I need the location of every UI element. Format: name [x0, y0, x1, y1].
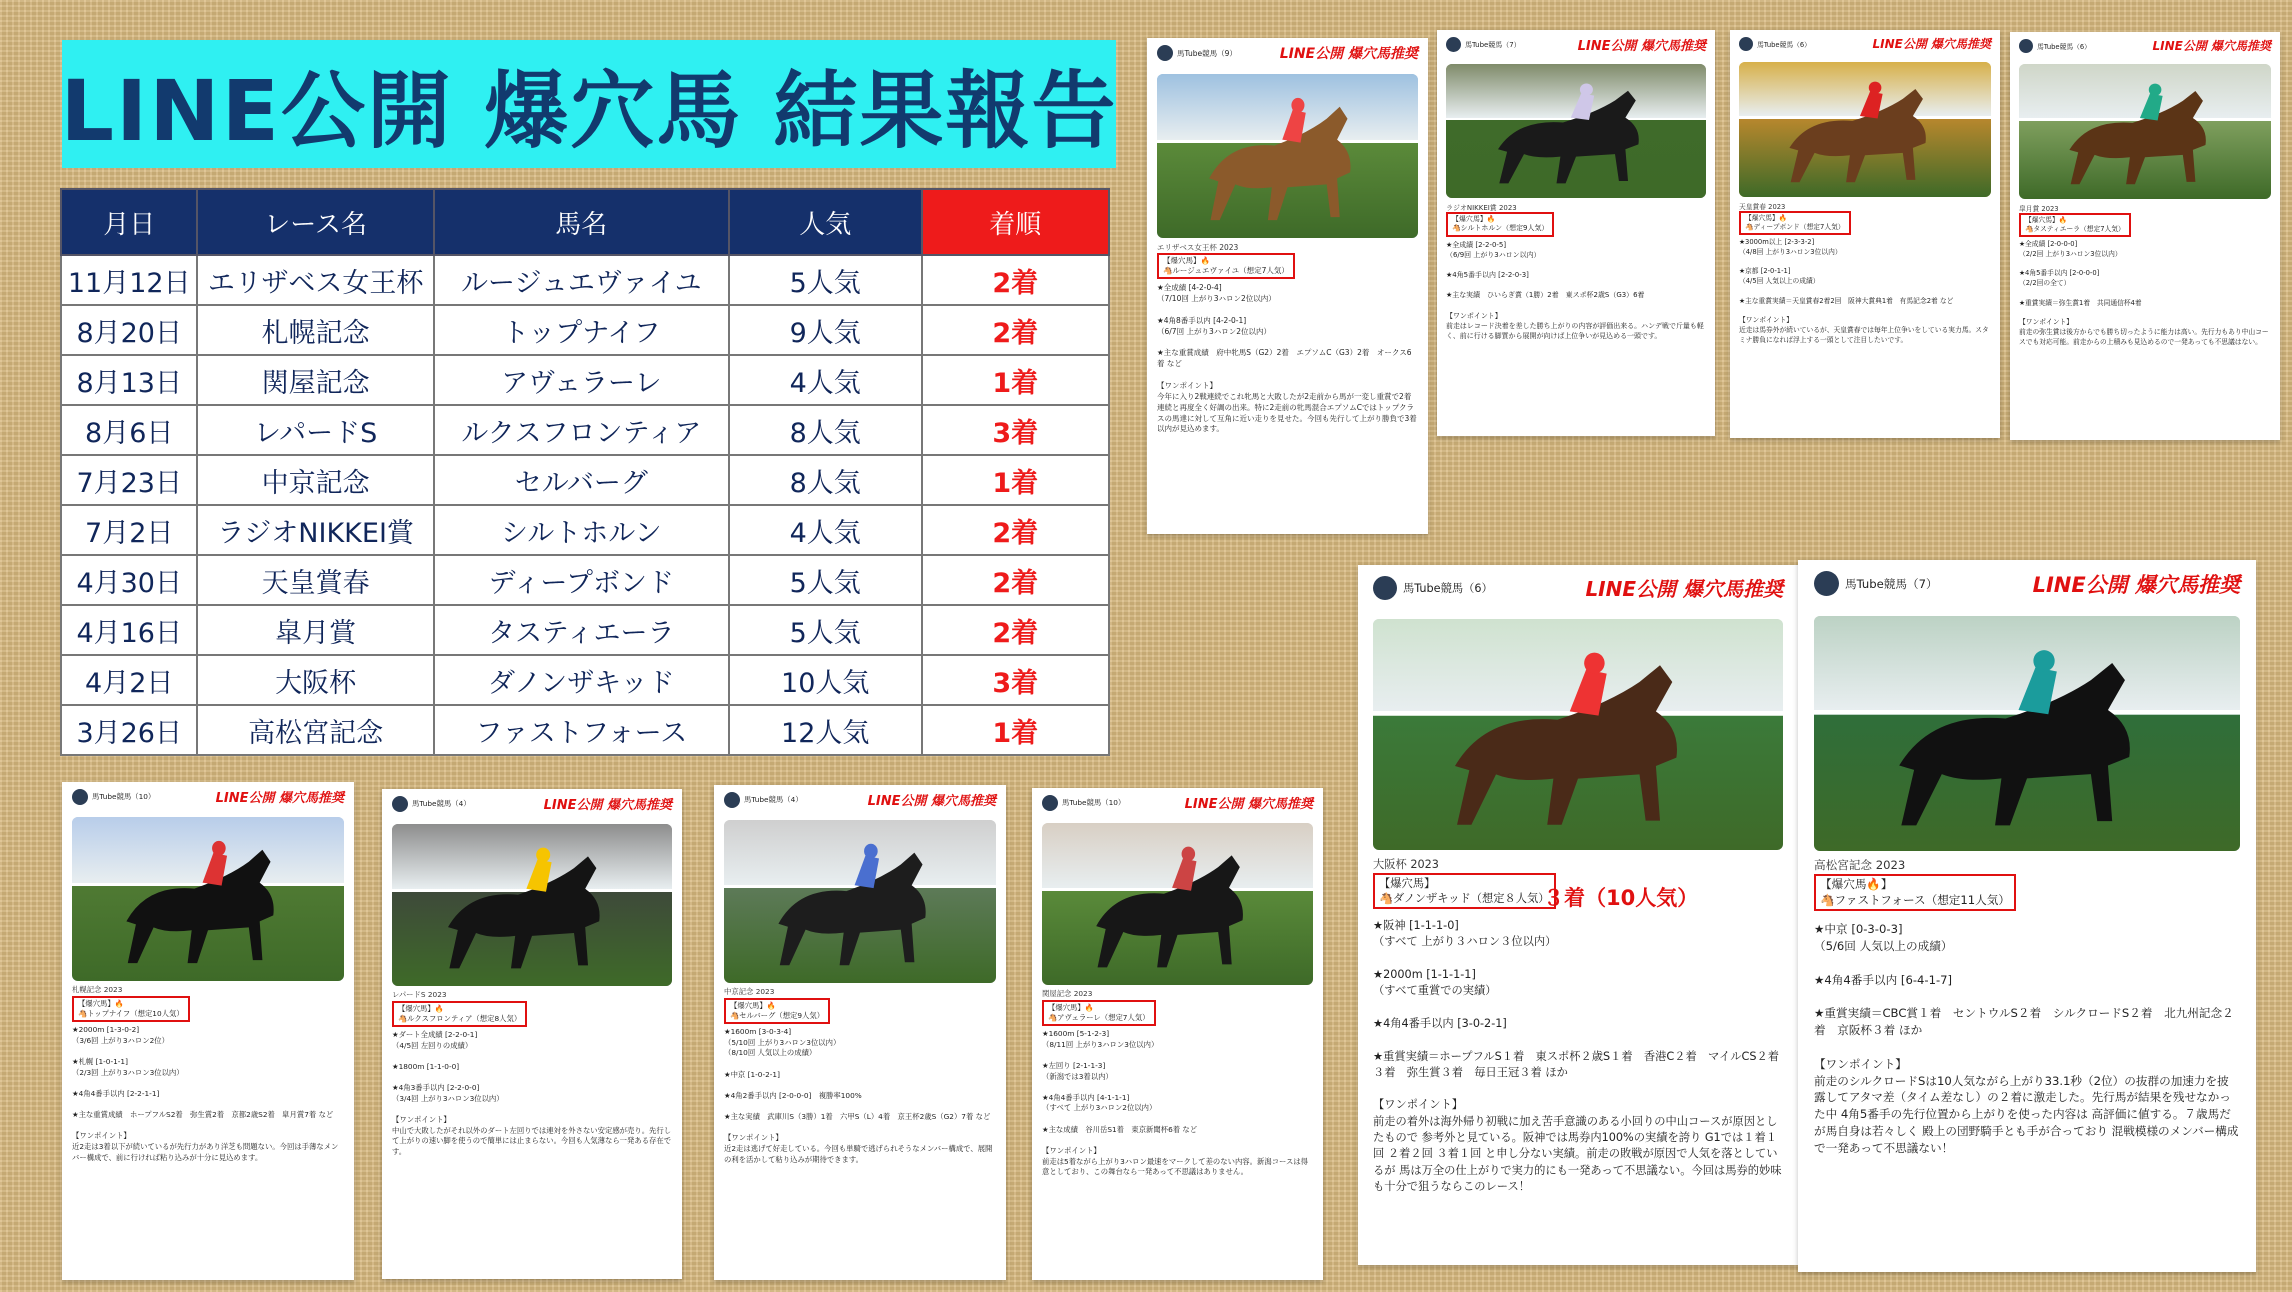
pick-horse: 🐴タスティエーラ（想定7人気）: [2025, 225, 2125, 234]
race-photo: [72, 817, 344, 981]
card-header: [2010, 32, 2280, 59]
account-avatar: [392, 796, 408, 812]
table-row: [61, 455, 1109, 505]
pick-label: 【爆穴馬】🔥: [730, 1001, 776, 1010]
date-cell: 4月16日: [61, 605, 197, 655]
finish-cell: 1着: [922, 705, 1109, 755]
popularity-cell: 4人気: [729, 355, 922, 405]
race-cell: 大阪杯: [197, 655, 433, 705]
pick-horse: 🐴アヴェラーレ（想定7人気）: [1048, 1012, 1150, 1022]
table-row: [61, 555, 1109, 605]
col-date: 月日: [61, 189, 197, 255]
horse-silhouette: [724, 820, 996, 983]
card-header: [62, 782, 354, 811]
race-photo: [392, 824, 672, 986]
date-cell: 8月20日: [61, 305, 197, 355]
horse-silhouette: [1373, 619, 1783, 850]
popularity-cell: 8人気: [729, 455, 922, 505]
pick-box: [2019, 213, 2131, 237]
horse-silhouette: [1739, 62, 1991, 197]
card-header: [1730, 30, 2000, 57]
race-name: 高松宮記念 2023: [1814, 858, 1906, 872]
popularity-cell: 10人気: [729, 655, 922, 705]
popularity-cell: 12人気: [729, 705, 922, 755]
pick-horse: 🐴ダノンザキッド（想定８人気）: [1379, 892, 1550, 906]
prediction-card: [1437, 30, 1715, 436]
finish-cell: 2着: [922, 255, 1109, 305]
race-photo: [1739, 62, 1991, 197]
horse-cell: トップナイフ: [434, 305, 729, 355]
finish-cell: 2着: [922, 305, 1109, 355]
race-name: 大阪杯 2023: [1373, 858, 1439, 871]
card-body-text: ★2000m [1-3-0-2] （3/6回 上がり3ハロン2位） ★札幌 [1-0-1-1] （2/3回 上がり3ハロン3位以内） ★4角4番手以内 [2-2-1-1] ★主な重賞成績 ホープフルS2着 弥生賞2着 京都2歳S2着 皐月賞7着 など 【ワンポイント】 近2走は3着以下が続いているが先行力があり洋芝も問題ない。今回は手薄なメンバー構成で、前に行ければ粘り込みが十分に見込めます。: [72, 1025, 339, 1162]
card-body-text: ★1600m [5-1-2-3] （8/11回 上がり3ハロン3位以内） ★左回り [2-1-1-3] （新潟では3着以内） ★4角4番手以内 [4-1-1-1] （すべて 上がり3ハロン2位以内） ★主な成績 谷川岳S1着 東京新聞杯6着 など 【ワンポイント】 前走は5着ながら上がり3ハロン最速をマークして差のない内容。新潟コースは得意としており、この舞台なら一発あって不思議はありません。: [1042, 1029, 1309, 1177]
account-name: 馬Tube競馬（6）: [1403, 581, 1493, 595]
col-popularity: 人気: [729, 189, 922, 255]
card-header: [1147, 38, 1428, 68]
account-name: 馬Tube競馬（4）: [744, 794, 803, 804]
race-photo: [1157, 74, 1418, 238]
race-cell: 皐月賞: [197, 605, 433, 655]
table-row: [61, 505, 1109, 555]
horse-silhouette: [1157, 74, 1418, 238]
account-name: 馬Tube競馬（7）: [1845, 576, 1938, 591]
race-cell: エリザベス女王杯: [197, 255, 433, 305]
brand-label: LINE公開 爆穴馬推奨: [1279, 46, 1418, 62]
prediction-card: [714, 785, 1006, 1280]
popularity-cell: 5人気: [729, 255, 922, 305]
race-photo: [1814, 616, 2240, 851]
date-cell: 7月2日: [61, 505, 197, 555]
horse-cell: ルクスフロンティア: [434, 405, 729, 455]
card-header: [1437, 30, 1715, 58]
pick-box: [1042, 1000, 1156, 1026]
prediction-card: [2010, 32, 2280, 440]
race-name: 中京記念 2023: [724, 987, 775, 996]
table-row: [61, 655, 1109, 705]
account-name: 馬Tube競馬（10）: [92, 791, 156, 801]
popularity-cell: 9人気: [729, 305, 922, 355]
pick-box: [72, 996, 190, 1022]
brand-label: LINE公開 爆穴馬推奨: [1184, 797, 1313, 812]
finish-cell: 2着: [922, 605, 1109, 655]
race-photo: [1042, 823, 1313, 985]
account-avatar: [1042, 795, 1058, 811]
pick-label: 【爆穴馬】🔥: [398, 1004, 444, 1013]
page-title: LINE公開 爆穴馬 結果報告: [60, 61, 1118, 160]
popularity-cell: 5人気: [729, 605, 922, 655]
brand-label: LINE公開 爆穴馬推奨: [1872, 37, 1991, 51]
date-cell: 8月13日: [61, 355, 197, 405]
date-cell: 11月12日: [61, 255, 197, 305]
brand-label: LINE公開 爆穴馬推奨: [2032, 572, 2240, 597]
pick-horse: 🐴ディープボンド（想定7人気）: [1745, 223, 1845, 232]
card-header: [714, 785, 1006, 814]
race-photo: [2019, 64, 2271, 199]
account-avatar: [1446, 37, 1461, 52]
race-name: レパードS 2023: [392, 990, 447, 999]
horse-cell: タスティエーラ: [434, 605, 729, 655]
prediction-card: [1147, 38, 1428, 534]
horse-silhouette: [2019, 64, 2271, 199]
race-name: 天皇賞春 2023: [1739, 203, 1786, 211]
account-name: 馬Tube競馬（4）: [412, 798, 471, 808]
pick-horse: 🐴トップナイフ（想定10人気）: [78, 1008, 184, 1018]
horse-cell: セルバーグ: [434, 455, 729, 505]
pick-horse: 🐴ルクスフロンティア（想定8人気）: [398, 1013, 522, 1023]
horse-silhouette: [72, 817, 344, 981]
race-name: ラジオNIKKEI賞 2023: [1446, 204, 1517, 212]
finish-cell: 1着: [922, 355, 1109, 405]
card-header: [1798, 560, 2256, 607]
date-cell: 3月26日: [61, 705, 197, 755]
card-header: [1358, 565, 1798, 610]
account-avatar: [1814, 571, 1839, 596]
pick-box: [392, 1001, 527, 1027]
brand-label: LINE公開 爆穴馬推奨: [2152, 39, 2271, 53]
card-body-text: ★ダート全成績 [2-2-0-1] （4/5回 左回りの成績） ★1800m [1-1-0-0] ★4角3番手以内 [2-2-0-0] （3/4回 上がり3ハロン3位以内） 【ワンポイント】 中山で大敗したがそれ以外のダート左回りでは連対を外さない安定感が売り。先行して上がりの速い脚を使うので簡単には止まらない。今回も人気薄なら一発ある存在です。: [392, 1030, 672, 1157]
col-horse: 馬名: [434, 189, 729, 255]
pick-horse: 🐴セルバーグ（想定9人気）: [730, 1010, 825, 1020]
table-row: [61, 605, 1109, 655]
pick-label: 【爆穴馬】🔥: [1745, 214, 1788, 222]
account-avatar: [1373, 576, 1397, 600]
horse-cell: ダノンザキッド: [434, 655, 729, 705]
account-name: 馬Tube競馬（6）: [2037, 42, 2091, 51]
date-cell: 8月6日: [61, 405, 197, 455]
race-name: 皐月賞 2023: [2019, 205, 2059, 213]
pick-box: [724, 998, 830, 1024]
pick-box: [1814, 874, 2016, 911]
horse-cell: ファストフォース: [434, 705, 729, 755]
account-avatar: [1739, 37, 1753, 51]
popularity-cell: 4人気: [729, 505, 922, 555]
pick-box: [1373, 873, 1556, 909]
brand-label: LINE公開 爆穴馬推奨: [867, 794, 996, 809]
horse-silhouette: [1042, 823, 1313, 985]
race-cell: レパードS: [197, 405, 433, 455]
account-name: 馬Tube競馬（9）: [1177, 48, 1237, 58]
prediction-card: [1798, 560, 2256, 1272]
account-avatar: [724, 792, 740, 808]
race-cell: 札幌記念: [197, 305, 433, 355]
col-finish: 着順: [922, 189, 1109, 255]
card-body-text: ★3000m以上 [2-3-3-2] （4/8回 上がり3ハロン3位以内） ★京都 [2-0-1-1] （4/5回 人気以上の成績） ★主な重賞実績＝天皇賞春2着2回 阪神大賞典1着 有馬記念2着 など 【ワンポイント】 近走は馬券外が続いているが、天皇賞春では毎年上位争いをしている実力馬。スタミナ勝負になれば浮上する一頭として注目したいです。: [1739, 238, 1989, 344]
pick-box: [1446, 212, 1554, 237]
horse-cell: ディープボンド: [434, 555, 729, 605]
pick-label: 【爆穴馬🔥】: [1820, 877, 1893, 891]
pick-label: 【爆穴馬】🔥: [1048, 1003, 1094, 1012]
card-body-text: ★全成績 [2-2-0-5] （6/9回 上がり3ハロン以内） ★4角5番手以内 [2-2-0-3] ★主な実績 ひいらぎ賞（1勝）2着 東スポ杯2歳S（G3）6着 【ワンポイント】 前走はレコード決着を差した勝ち上がりの内容が評価出来る。ハンデ戦で斤量も軽く、前に行ける脚質から展開が向けば上位争いが見込める一頭です。: [1446, 241, 1704, 340]
horse-cell: ルージュエヴァイユ: [434, 255, 729, 305]
prediction-card: [1730, 30, 2000, 438]
race-cell: 中京記念: [197, 455, 433, 505]
pick-box: [1739, 211, 1851, 235]
prediction-card: [62, 782, 354, 1280]
popularity-cell: 5人気: [729, 555, 922, 605]
pick-horse: 🐴ファストフォース（想定11人気）: [1820, 892, 2011, 907]
race-cell: 高松宮記念: [197, 705, 433, 755]
card-header: [382, 789, 682, 818]
finish-cell: 1着: [922, 455, 1109, 505]
race-photo: [1373, 619, 1783, 850]
pick-horse: 🐴シルトホルン（想定9人気）: [1452, 224, 1549, 233]
popularity-cell: 8人気: [729, 405, 922, 455]
prediction-card: [382, 789, 682, 1279]
horse-silhouette: [392, 824, 672, 986]
card-body-text: ★1600m [3-0-3-4] （5/10回 上がり3ハロン3位以内） （8/10回 人気以上の成績） ★中京 [1-0-2-1] ★4角2番手以内 [2-0-0-0] 複勝率100% ★主な実績 武庫川S（3勝）1着 六甲S（L）4着 京王杯2歳S（G2）7着 など 【ワンポイント】 近2走は逃げて好走している。今回も単騎で逃げられそうなメンバー構成で、展開の利を活かして粘り込みが期待できます。: [724, 1027, 993, 1164]
race-name: 札幌記念 2023: [72, 985, 123, 994]
horse-cell: アヴェラーレ: [434, 355, 729, 405]
prediction-card: [1358, 565, 1798, 1265]
prediction-card: [1032, 788, 1323, 1280]
finish-cell: 3着: [922, 655, 1109, 705]
table-body: [61, 255, 1109, 755]
account-name: 馬Tube競馬（7）: [1465, 41, 1521, 49]
race-cell: ラジオNIKKEI賞: [197, 505, 433, 555]
table-row: [61, 255, 1109, 305]
brand-label: LINE公開 爆穴馬推奨: [543, 798, 672, 813]
title-banner: [62, 40, 1116, 168]
pick-label: 【爆穴馬】🔥: [1163, 256, 1210, 265]
table-row: [61, 705, 1109, 755]
card-body-text: ★全成績 [4-2-0-4] （7/10回 上がり3ハロン2位以内） ★4角8番手以内 [4-2-0-1] （6/7回 上がり3ハロン2位以内） ★主な重賞成績 府中牝馬S（G2）2着 エプソムC（G3）2着 オークス6着 など 【ワンポイント】 今年に入り2戦連続でこれ牝馬と大敗したが2走前から馬が一変し重賞で2着連続と再度全く好調の出来。特に2走前の牝馬混合エプソムCではトップクラスの馬達に対して互角に近い走りを見せた。今回も先行して上がり勝負で3着以内が見込めます。: [1157, 283, 1417, 434]
date-cell: 4月2日: [61, 655, 197, 705]
horse-silhouette: [1446, 64, 1706, 198]
pick-horse: 🐴ルージュエヴァイユ（想定7人気）: [1163, 266, 1289, 276]
finish-cell: 3着: [922, 405, 1109, 455]
result-label: ３着（10人気）: [1543, 886, 1699, 910]
pick-label: 【爆穴馬】🔥: [1452, 215, 1496, 223]
race-cell: 関屋記念: [197, 355, 433, 405]
brand-label: LINE公開 爆穴馬推奨: [1577, 38, 1706, 54]
account-avatar: [72, 789, 88, 805]
card-header: [1032, 788, 1323, 817]
account-avatar: [1157, 45, 1173, 61]
date-cell: 4月30日: [61, 555, 197, 605]
account-name: 馬Tube競馬（6）: [1757, 40, 1811, 49]
pick-label: 【爆穴馬】🔥: [2025, 216, 2068, 224]
card-body-text: ★中京 [0-3-0-3] （5/6回 人気以上の成績） ★4角4番手以内 [6-4-1-7] ★重賞実績＝CBC賞１着 セントウルS２着 シルクロードS２着 北九州記念２着 京阪杯３着 ほか 【ワンポイント】 前走のシルクロードSは10人気ながら上がり33.1秒（2位）の抜群の加速力を披露してアタマ差（タイム差なし）の２着に激走した。先行馬が結果を残せなかった中 4角5番手の先行位置から上がりを使った内容は 高評価に値する。７歳馬だが馬自身は若々しく 殿上の団野騎手とも手が合っており 混戦模様のメンバー構成で一発あって不思議ない！: [1814, 922, 2239, 1155]
account-avatar: [2019, 39, 2033, 53]
table-row: [61, 405, 1109, 455]
card-body-text: ★全成績 [2-0-0-0] （2/2回 上がり3ハロン3位以内） ★4角5番手以内 [2-0-0-0] （2/2回の全て） ★重賞実績＝弥生賞1着 共同通信杯4着 【ワンポイント】 前走の弥生賞は後方からでも勝ち切ったように能力は高い。先行力もあり中山コースでも対応可能。前走からの上積みも見込めるので一発あっても不思議はない。: [2019, 240, 2269, 346]
horse-silhouette: [1814, 616, 2240, 851]
results-table: [60, 188, 1110, 756]
date-cell: 7月23日: [61, 455, 197, 505]
race-photo: [1446, 64, 1706, 198]
race-photo: [724, 820, 996, 983]
table-row: [61, 305, 1109, 355]
horse-cell: シルトホルン: [434, 505, 729, 555]
table-row: [61, 355, 1109, 405]
brand-label: LINE公開 爆穴馬推奨: [1585, 577, 1783, 601]
race-cell: 天皇賞春: [197, 555, 433, 605]
pick-box: [1157, 253, 1295, 279]
finish-cell: 2着: [922, 505, 1109, 555]
pick-label: 【爆穴馬】: [1379, 877, 1436, 890]
table-header-row: [61, 189, 1109, 255]
finish-cell: 2着: [922, 555, 1109, 605]
race-name: エリザベス女王杯 2023: [1157, 243, 1239, 252]
race-name: 関屋記念 2023: [1042, 989, 1093, 998]
card-body-text: ★阪神 [1-1-1-0] （すべて 上がり３ハロン３位以内） ★2000m [1-1-1-1] （すべて重賞での実績） ★4角4番手以内 [3-0-2-1] ★重賞実績＝ホープフルS１着 東スポ杯２歳S１着 香港C２着 マイルCS２着３着 弥生賞３着 毎日王冠３着 ほか 【ワンポイント】 前走の着外は海外帰り初戦に加え苦手意識のある小回りの中山コースが原因としたもので 参考外と見ている。阪神では馬券内100%の実績を誇り G1では１着１回 ２着２回 ３着１回 と申し分ない実績。前走の敗戦が原因で人気を落としているが 馬は万全の仕上がりで実力的にも一発あって不思議ない。今回は馬券的妙味も十分で狙うならこのレース！: [1373, 919, 1782, 1193]
col-race: レース名: [197, 189, 433, 255]
brand-label: LINE公開 爆穴馬推奨: [215, 791, 344, 806]
pick-label: 【爆穴馬】🔥: [78, 999, 124, 1008]
account-name: 馬Tube競馬（10）: [1062, 797, 1126, 807]
